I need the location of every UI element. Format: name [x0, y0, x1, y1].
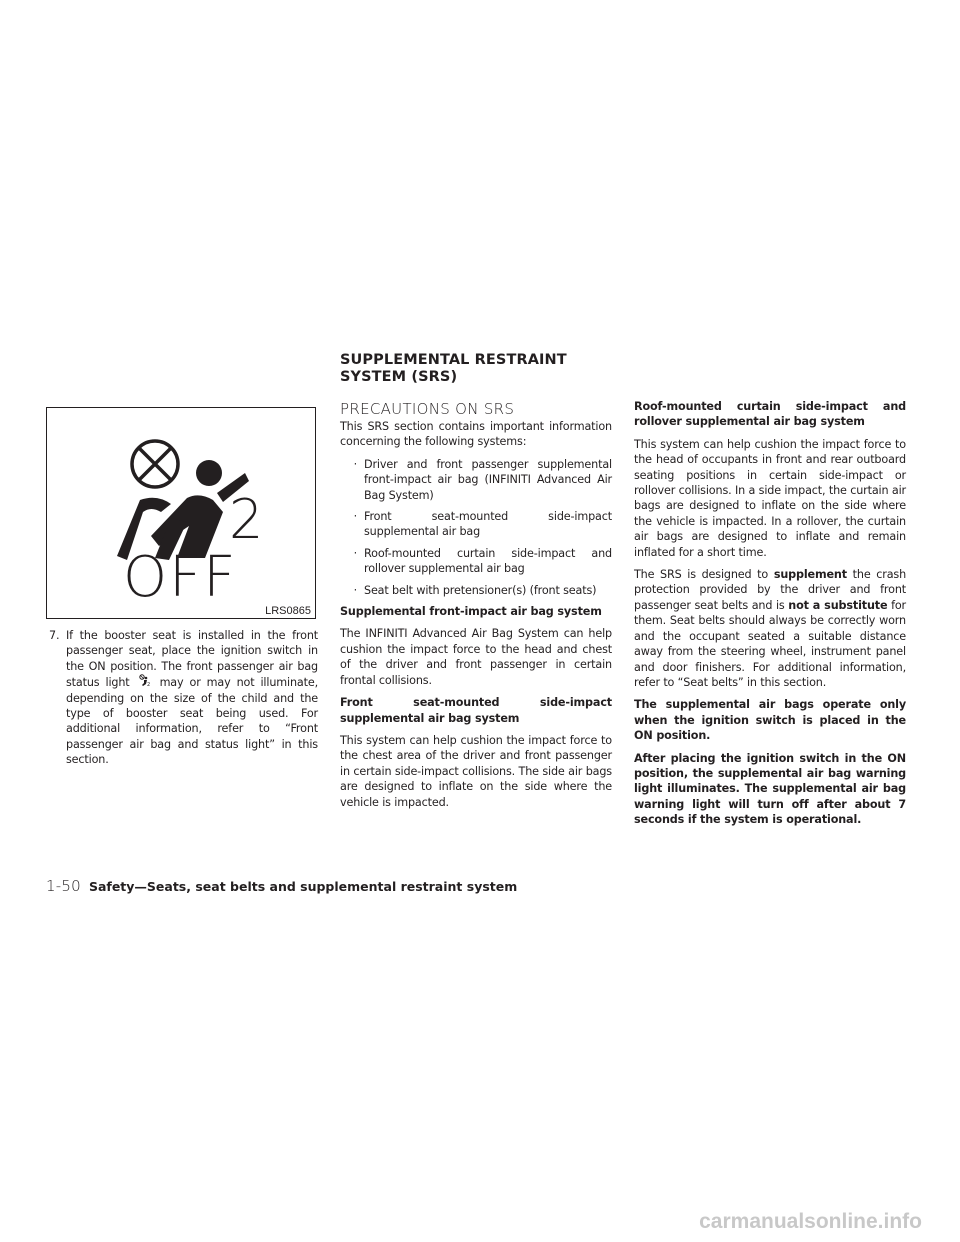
icon-number-text: 2 — [229, 488, 264, 551]
step-text-part-1: If the booster seat is installed in the front passenger seat, place the ignition switch in the ON position. The front passenger air bag status light — [66, 629, 318, 690]
page-footer — [46, 876, 517, 895]
systems-list — [340, 457, 612, 598]
list-item — [340, 457, 612, 503]
supplement-text-3: for them. Seat belts should always be correctly worn and the occupant seated a suitable distance away from the steering wheel, instrument panel and door finishers. For additional information, refer to “Seat belts” in this section. — [634, 598, 906, 689]
list-item — [340, 509, 612, 540]
supplement-text-1: The SRS is designed to — [634, 568, 769, 582]
step-number: 7. — [49, 629, 60, 642]
icon-off-text: OFF — [123, 545, 238, 610]
curtain-paragraph: This system can help cushion the impact force to the head of occupants in front and rear outboard seating positions in certain side-impact or rollover collisions. In a side impact, the curtain air bags are designed to inflate on the side where the vehicle is impacted. In a rollover, the curtain air bags are designed to inflate and remain inflated for a short time. — [634, 437, 906, 559]
bullet-mark: · — [353, 583, 357, 597]
subheading-curtain: Roof-mounted curtain side-impact and rollover supplemental air bag system — [634, 400, 906, 429]
front-impact-paragraph: The INFINITI Advanced Air Bag System can help cushion the impact force to the head and chest of the driver and front passenger in certain frontal collisions. — [340, 627, 612, 687]
precautions-heading: PRECAUTIONS ON SRS — [340, 400, 515, 418]
list-item-text: Roof-mounted curtain side-impact and rollover supplemental air bag — [364, 546, 612, 576]
list-item-text: Front seat-mounted side-impact supplemental air bag — [364, 510, 612, 539]
subheading-front-impact: Supplemental front-impact air bag system — [340, 605, 602, 619]
bullet-mark: · — [353, 510, 357, 524]
section-title-line-1: SUPPLEMENTAL RESTRAINT — [340, 352, 567, 368]
watermark: carmanualsonline.info — [699, 1210, 922, 1233]
supplement-paragraph — [634, 567, 906, 690]
supplement-emphasis: supplement — [773, 568, 847, 582]
warning-light-note: After placing the ignition switch in the ON position, the supplemental air bag warning light illuminates. The supplemental air bag warning light will turn off after about 7 seconds if the system is operational. — [634, 751, 906, 827]
bullet-mark: · — [353, 457, 357, 471]
column-3 — [634, 399, 906, 835]
svg-text:2: 2 — [146, 682, 150, 689]
figure-code: LRS0865 — [265, 605, 311, 617]
list-item — [340, 546, 612, 577]
step-text-part-2: may or may not illuminate, depending on the size of the child and the type of booster seat being used. For additional information, refer to “Front passenger air bag and status light” in this section. — [66, 676, 318, 767]
passenger-airbag-status-icon — [138, 674, 152, 688]
chapter-title: Safety—Seats, seat belts and supplemental restraint system — [88, 879, 518, 894]
column-1 — [46, 628, 318, 768]
operation-note: The supplemental air bags operate only when the ignition switch is placed in the ON position. — [634, 698, 906, 743]
column-2 — [340, 400, 612, 817]
not-substitute-emphasis: not a substitute — [788, 598, 888, 612]
step-text — [66, 628, 318, 768]
section-title — [340, 352, 640, 386]
bullet-mark: · — [353, 546, 357, 560]
list-item-text: Seat belt with pretensioner(s) (front seats) — [364, 583, 597, 597]
section-title-line-2: SYSTEM (SRS) — [340, 369, 458, 385]
subheading-side-impact: Front seat-mounted side-impact supplemental air bag system — [340, 696, 612, 725]
side-impact-paragraph: This system can help cushion the impact force to the chest area of the driver and front passenger in certain side-impact collisions. The side air bags are designed to inflate on the side where the vehicle is impacted. — [340, 733, 612, 809]
step-7 — [46, 628, 318, 768]
list-item-text: Driver and front passenger supplemental front-impact air bag (INFINITI Advanced Air Bag System) — [364, 457, 612, 502]
airbag-off-icon — [47, 408, 317, 620]
list-item — [340, 583, 612, 598]
supplement-text-2: the crash protection provided by the driver and front passenger seat belts and is — [634, 568, 907, 612]
page-number: 1-50 — [46, 877, 81, 895]
intro-paragraph: This SRS section contains important information concerning the following systems: — [340, 420, 612, 449]
passenger-airbag-off-figure — [46, 407, 316, 619]
